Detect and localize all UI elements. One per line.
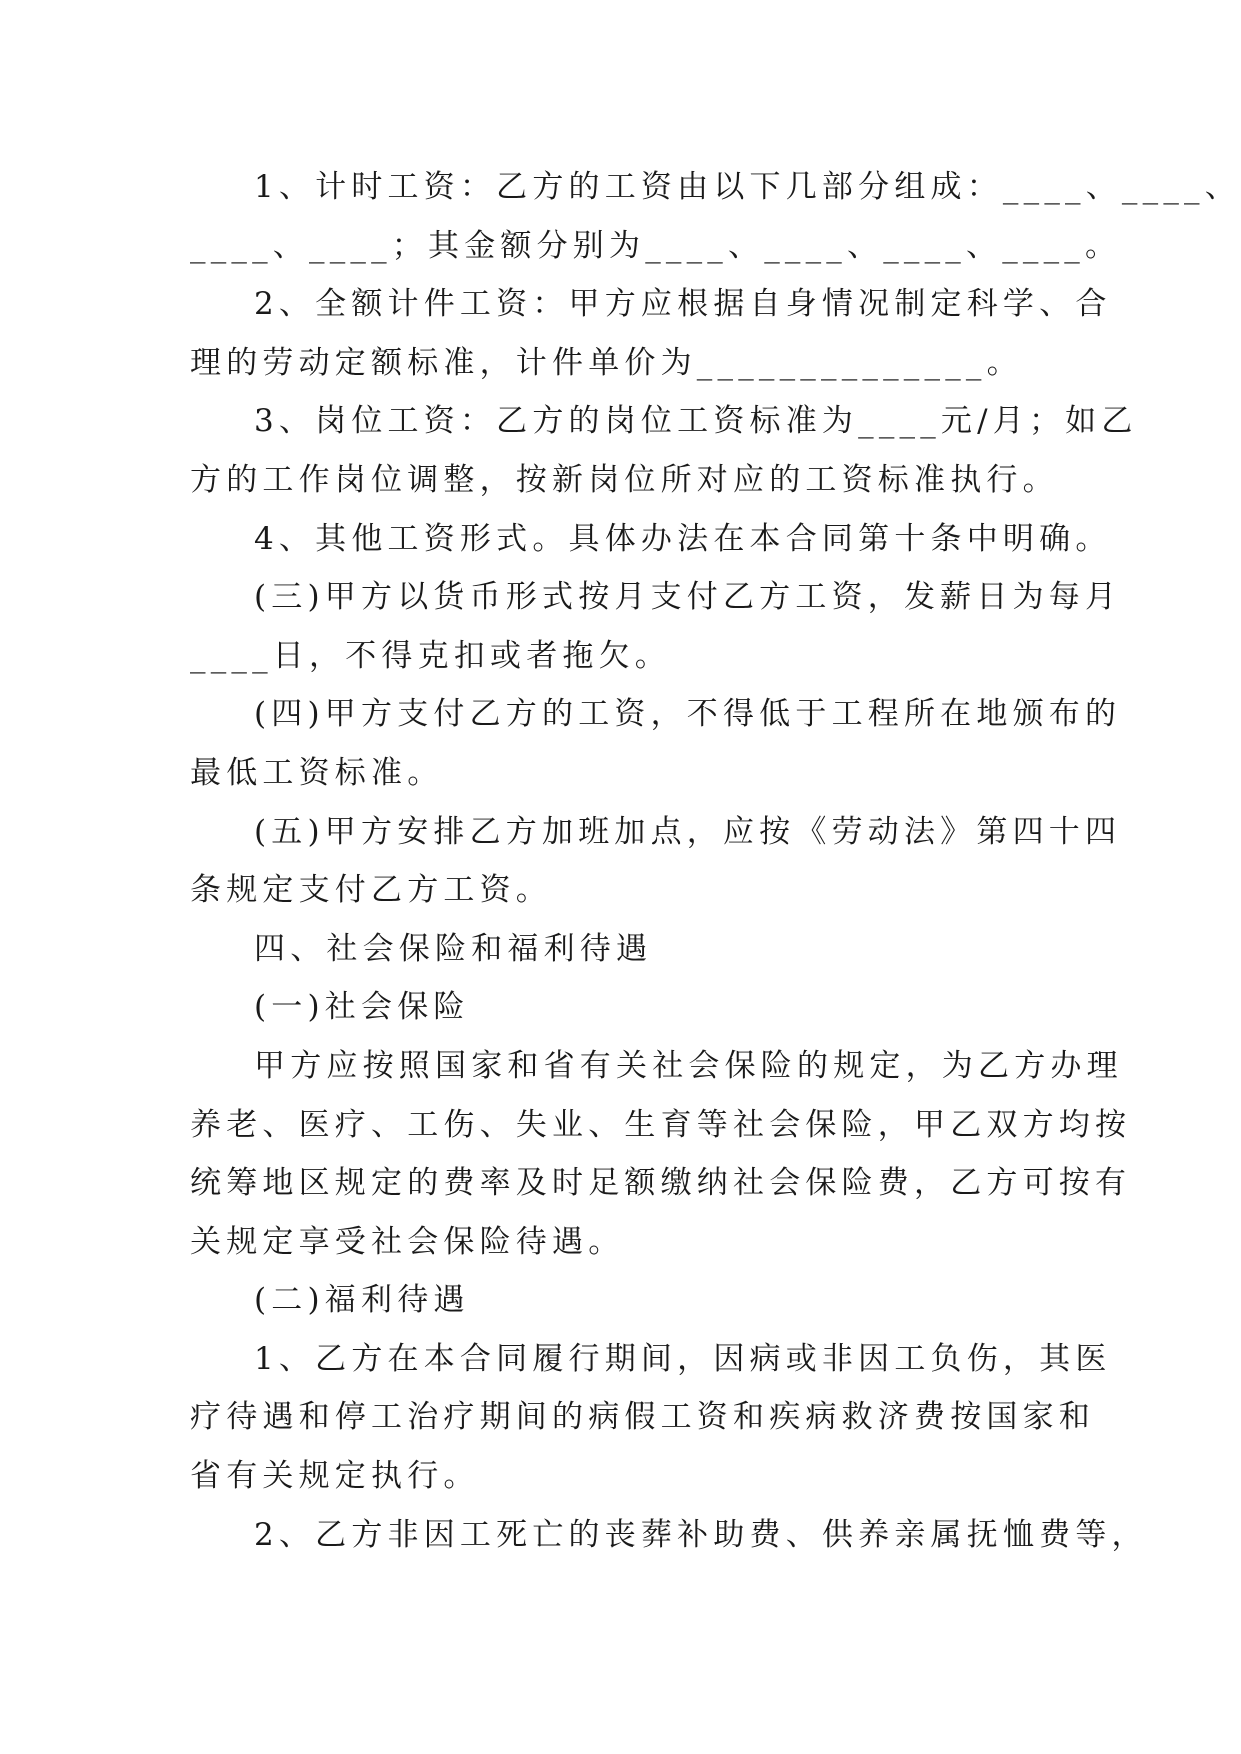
text-line: 1、计时工资：乙方的工资由以下几部分组成：____、____、 (254, 169, 1241, 205)
text-line: 统筹地区规定的费率及时足额缴纳社会保险费，乙方可按有 (190, 1165, 1132, 1202)
text-line: ____、____；其金额分别为____、____、____、____。 (190, 227, 1122, 264)
text-line: 3、岗位工资：乙方的岗位工资标准为____元/月；如乙 (254, 403, 1138, 440)
text-line: ____日，不得克扣或者拖欠。 (190, 637, 671, 674)
text-line: (四)甲方支付乙方的工资，不得低于工程所在地颁布的 (254, 696, 1122, 733)
text-line: 最低工资标准。 (190, 754, 444, 791)
text-line: 省有关规定执行。 (190, 1458, 480, 1495)
text-line: 理的劳动定额标准，计件单价为______________。 (190, 344, 1023, 381)
section-heading: 四、社会保险和福利待遇 (254, 930, 653, 967)
text-line: 甲方应按照国家和省有关社会保险的规定，为乙方办理 (254, 1047, 1123, 1084)
text-line: 养老、医疗、工伤、失业、生育等社会保险，甲乙双方均按 (190, 1106, 1132, 1143)
text-line: 关规定享受社会保险待遇。 (190, 1223, 625, 1260)
document-body (190, 158, 1241, 1564)
text-line: 4、其他工资形式。具体办法在本合同第十条中明确。 (254, 520, 1112, 557)
subsection-heading: (二)福利待遇 (254, 1282, 470, 1319)
text-line: 条规定支付乙方工资。 (190, 872, 552, 909)
text-line: (五)甲方安排乙方加班加点，应按《劳动法》第四十四 (254, 813, 1122, 850)
text-line: 2、全额计件工资：甲方应根据自身情况制定科学、合 (254, 286, 1112, 323)
text-line: 疗待遇和停工治疗期间的病假工资和疾病救济费按国家和 (190, 1399, 1095, 1436)
text-line: 1、乙方在本合同履行期间，因病或非因工负伤，其医 (254, 1340, 1112, 1377)
text-line: (三)甲方以货币形式按月支付乙方工资，发薪日为每月 (254, 579, 1122, 616)
text-line: 2、乙方非因工死亡的丧葬补助费、供养亲属抚恤费等， (254, 1516, 1148, 1553)
text-line: 方的工作岗位调整，按新岗位所对应的工资标准执行。 (190, 461, 1059, 498)
subsection-heading: (一)社会保险 (254, 989, 470, 1026)
